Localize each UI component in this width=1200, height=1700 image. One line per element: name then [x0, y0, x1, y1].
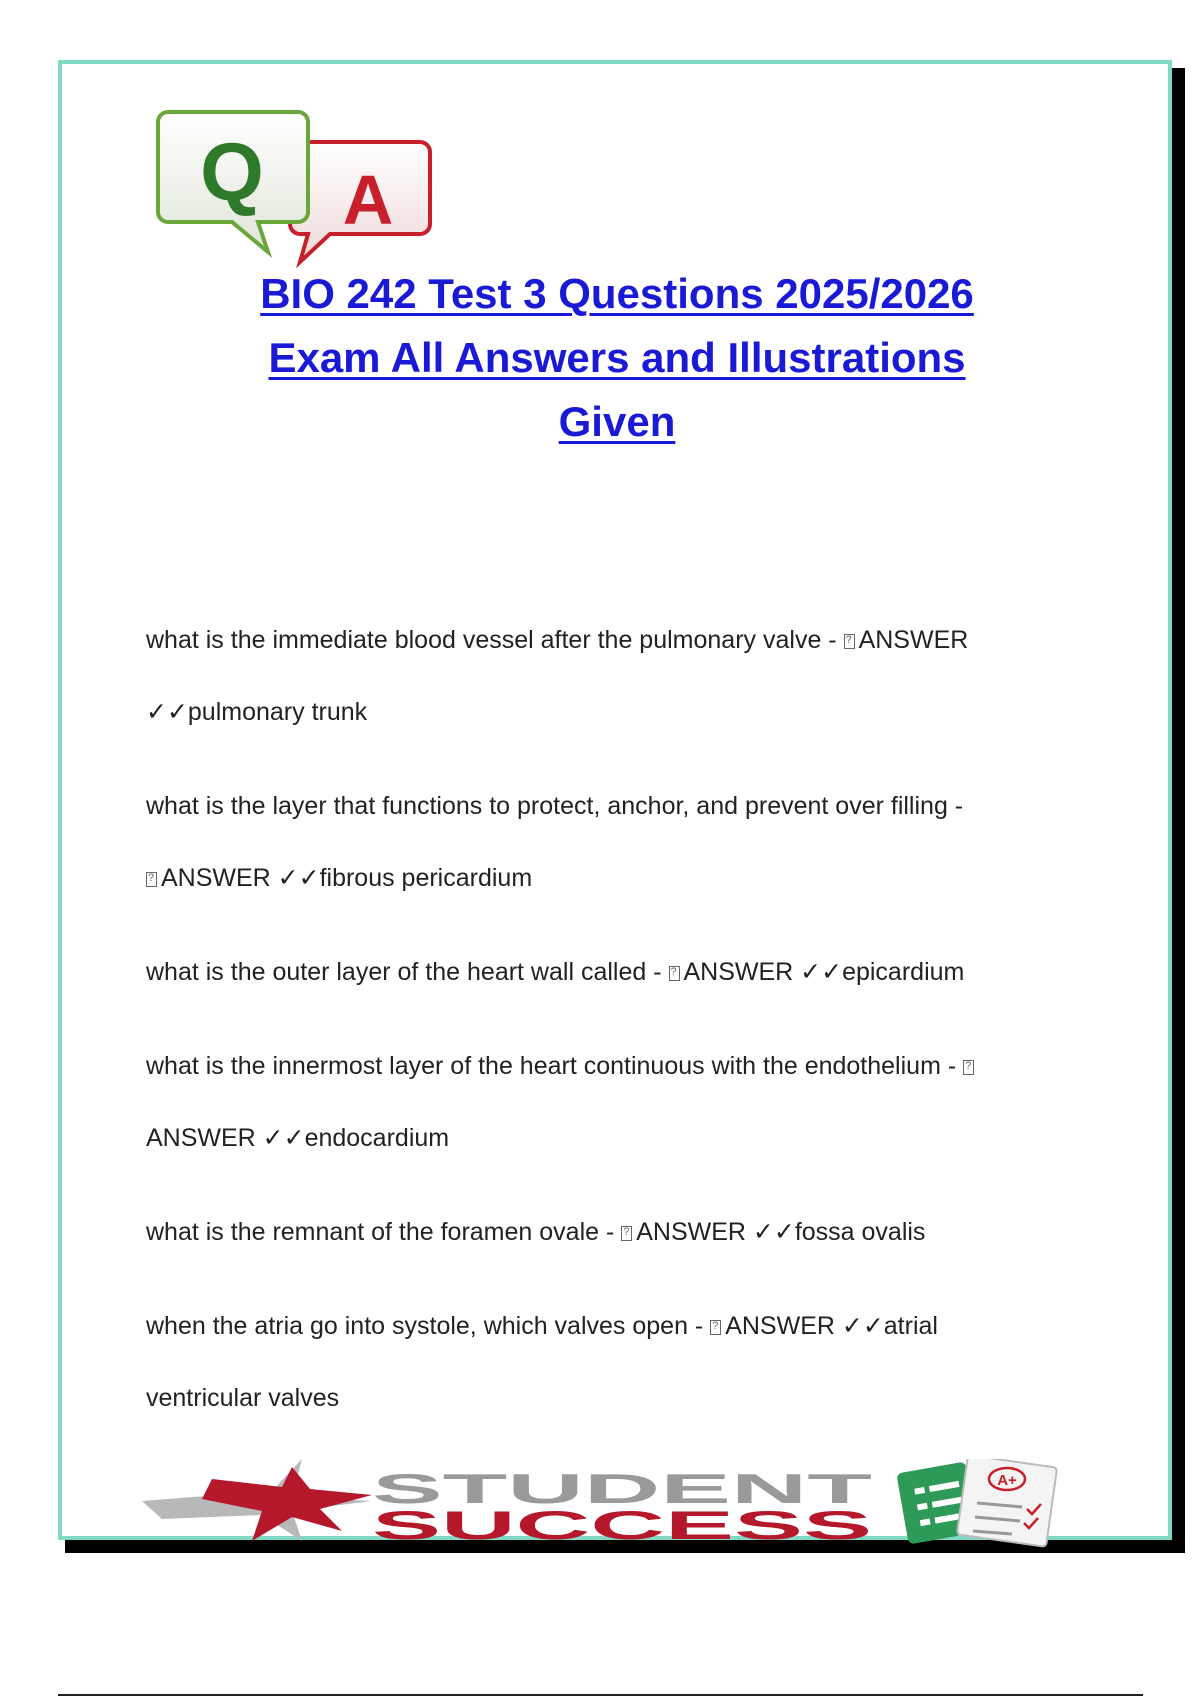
question-text: what is the remnant of the foramen ovale - — [146, 1218, 622, 1246]
answer-text: ANSWER ✓✓fossa ovalis — [636, 1218, 926, 1246]
qa-item — [146, 604, 1096, 748]
answer-text: ANSWER ✓✓fibrous pericardium — [161, 864, 533, 892]
answer-text: ANSWER ✓✓epicardium — [683, 958, 965, 986]
answer-text-continued: ventricular valves — [146, 1384, 340, 1412]
checkbox-glyph-icon — [844, 634, 855, 649]
document-title[interactable] — [102, 262, 1132, 454]
qa-line — [146, 936, 1096, 1008]
question-text: what is the innermost layer of the heart continuous with the endothelium - — [146, 1052, 964, 1080]
qa-line — [146, 1030, 1096, 1102]
title-line-3: Given — [558, 398, 676, 445]
answer-text: ANSWER ✓✓atrial — [725, 1312, 938, 1340]
question-text: what is the outer layer of the heart wall called - — [146, 958, 669, 986]
qa-item — [146, 936, 1096, 1008]
success-word: SUCCESS — [372, 1504, 872, 1548]
checkbox-glyph-icon — [669, 966, 680, 981]
page-bottom-rule — [58, 1694, 1143, 1696]
qa-line — [146, 842, 1096, 914]
answer-label: ANSWER — [858, 626, 969, 654]
grade-mark: A+ — [997, 1472, 1017, 1489]
question-text: what is the immediate blood vessel after the pulmonary valve - — [146, 626, 844, 654]
qa-item — [146, 1196, 1096, 1268]
student-word: STUDENT — [372, 1465, 873, 1512]
qa-item — [146, 1290, 1096, 1434]
title-line-2: Exam All Answers and Illustrations — [268, 334, 966, 381]
document-page — [58, 60, 1172, 1548]
checkbox-glyph-icon — [621, 1226, 632, 1241]
title-line-1: BIO 242 Test 3 Questions 2025/2026 — [260, 270, 974, 317]
student-success-logo — [142, 1459, 1082, 1549]
a-letter: A — [342, 161, 394, 239]
qa-line — [146, 1290, 1096, 1362]
qa-line — [146, 604, 1096, 676]
question-text: when the atria go into systole, which valves open - — [146, 1312, 711, 1340]
qa-line — [146, 1196, 1096, 1268]
answer-text: ANSWER ✓✓endocardium — [146, 1124, 450, 1152]
qa-item — [146, 770, 1096, 914]
checkbox-glyph-icon — [963, 1060, 974, 1075]
checkbox-glyph-icon — [710, 1320, 721, 1335]
checkbox-glyph-icon — [146, 872, 157, 887]
question-text: what is the layer that functions to protect, anchor, and prevent over filling - — [146, 792, 964, 820]
q-letter: Q — [200, 127, 264, 218]
qa-list — [146, 604, 1096, 1456]
checklist-icon — [896, 1459, 1057, 1547]
answer-text: ✓✓pulmonary trunk — [146, 698, 368, 726]
qa-item — [146, 1030, 1096, 1174]
qa-speech-bubbles-icon — [150, 92, 450, 272]
